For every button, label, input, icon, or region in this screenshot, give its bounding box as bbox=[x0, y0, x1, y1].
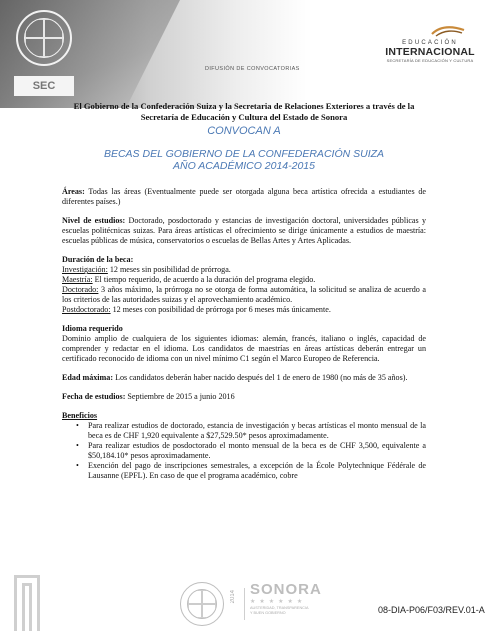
duracion-item bbox=[62, 275, 426, 285]
footer-year: 2014 bbox=[230, 590, 236, 604]
fecha-text: Septiembre de 2015 a junio 2016 bbox=[125, 392, 235, 402]
sonora-name: SONORA bbox=[250, 581, 322, 598]
duracion-item bbox=[62, 265, 426, 275]
beneficios-section bbox=[62, 411, 426, 481]
duracion-label: Duración de la beca: bbox=[62, 255, 134, 265]
areas-section bbox=[62, 187, 426, 207]
duracion-item-label: Investigación: bbox=[62, 265, 108, 275]
sonora-stars-icon: ★★★★★★ bbox=[250, 599, 307, 605]
duracion-item-text: 12 meses con posibilidad de prórroga por 6 meses más únicamente. bbox=[110, 305, 331, 315]
becas-title bbox=[62, 149, 426, 172]
edu-logo-top: EDUCACIÓN bbox=[402, 40, 458, 46]
edad-section bbox=[62, 373, 426, 383]
areas-text: Todas las áreas (Eventualmente puede ser otorgada alguna beca artística ofrecida a estudiantes de diferentes países.) bbox=[62, 187, 426, 207]
fecha-label: Fecha de estudios: bbox=[62, 392, 126, 402]
sonora-slogan-2: Y BUEN GOBIERNO bbox=[250, 611, 286, 615]
nivel-label: Nivel de estudios: bbox=[62, 216, 126, 226]
duracion-item bbox=[62, 305, 426, 315]
edad-text: Los candidatos deberán haber nacido después del 1 de enero de 1980 (no más de 35 años). bbox=[113, 373, 408, 383]
document-body bbox=[62, 101, 426, 481]
duracion-section bbox=[62, 255, 426, 315]
sonora-logo bbox=[250, 582, 330, 616]
idioma-section bbox=[62, 324, 426, 364]
duracion-item bbox=[62, 285, 426, 305]
list-item: • Para realizar estudios de doctorado, estancia de investigación y becas artísticas el monto mensual de la beca es de CHF 1,920 equivalente a $27,529.50* pesos aproximadamente. bbox=[76, 421, 426, 441]
becas-title-line2: AÑO ACADÉMICO 2014-2015 bbox=[172, 159, 315, 172]
footer-pillar-decor-inner bbox=[22, 583, 32, 631]
list-item: • Exención del pago de inscripciones semestrales, a excepción de la École Polytechnique Fédérale de Lausanne (EPFL). En caso de que el programa académico, cobre bbox=[76, 461, 426, 481]
educacion-internacional-logo bbox=[380, 28, 480, 63]
beneficios-list bbox=[76, 421, 426, 481]
duracion-item-text: 3 años máximo, la prórroga no se otorga de forma automática, la solicitud se analiza de acuerdo a los criterios de las autoridades suizas y el aprovechamiento académico. bbox=[62, 285, 426, 305]
sec-seal-shield-icon bbox=[24, 18, 64, 58]
idioma-label: Idioma requerido bbox=[62, 324, 123, 334]
becas-title-line1: BECAS DEL GOBIERNO DE LA CONFEDERACIÓN SUIZA bbox=[103, 148, 385, 161]
duracion-item-label: Doctorado: bbox=[62, 285, 99, 295]
footer-divider bbox=[244, 588, 245, 620]
sec-badge: SEC bbox=[14, 76, 74, 96]
fecha-section bbox=[62, 392, 426, 402]
sonora-shield-icon bbox=[187, 589, 217, 619]
document-code: 08-DIA-P06/F03/REV.01-A bbox=[378, 605, 485, 615]
sec-seal-logo bbox=[16, 10, 72, 66]
list-item: • Para realizar estudios de posdoctorado el monto mensual de la beca es de CHF 3,500, equivalente a $50,184.10* pesos aproximadamente. bbox=[76, 441, 426, 461]
idioma-text: Dominio amplio de cualquiera de los siguientes idiomas: alemán, francés, italiano o inglés, capacidad de comprender y redactar en el idioma. Los candidatos de maestrías en áreas artísticas deberán entregar un certificado reconocido de idioma con un nivel mínimo C1 según el Marco Europeo de Referencia. bbox=[62, 334, 426, 364]
intro-heading: El Gobierno de la Confederación Suiza y la Secretaria de Relaciones Exteriores a través de la Secretaría de Educación y Cultura del Estado de Sonora bbox=[73, 101, 415, 122]
sonora-slogan-1: AUSTERIDAD, TRANSPARENCIA bbox=[250, 606, 309, 610]
edu-logo-sub: SECRETARÍA DE EDUCACIÓN Y CULTURA bbox=[386, 58, 474, 63]
nivel-text: Doctorado, posdoctorado y estancias de investigación doctoral, universidades públicas y escuelas politécnicas suizas. Para áreas artísticas el ofrecimiento se dirige únicamente a estudios de maestría: escuelas públicas de música, conservatorios o escuelas de Bellas Artes y Artes Aplicadas. bbox=[62, 216, 426, 246]
convocan-heading: CONVOCAN A bbox=[207, 125, 281, 138]
header-caption: DIFUSIÓN DE CONVOCATORIAS bbox=[205, 66, 300, 72]
edad-label: Edad máxima: bbox=[62, 373, 114, 383]
duracion-item-label: Postdoctorado: bbox=[62, 305, 111, 315]
sonora-seal-logo bbox=[180, 582, 224, 626]
duracion-item-text: El tiempo requerido, de acuerdo a la duración del programa elegido. bbox=[92, 275, 316, 285]
edu-logo-main: INTERNACIONAL bbox=[385, 46, 475, 58]
duracion-item-text: 12 meses sin posibilidad de prórroga. bbox=[107, 265, 231, 275]
areas-label: Áreas: bbox=[62, 187, 85, 197]
duracion-item-label: Maestría: bbox=[62, 275, 93, 285]
beneficios-label: Beneficios bbox=[62, 411, 98, 421]
nivel-section bbox=[62, 216, 426, 246]
